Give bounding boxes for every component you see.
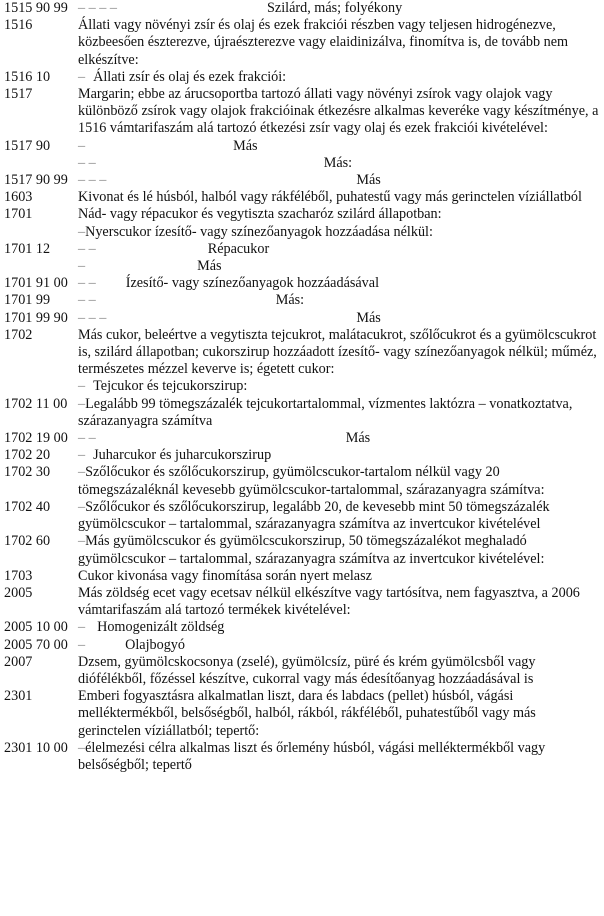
tariff-row [4, 292, 601, 309]
tariff-row [4, 310, 601, 327]
description-text: Olajbogyó [125, 636, 185, 653]
description-text: Szilárd, más; folyékony [267, 0, 403, 16]
tariff-description [78, 654, 601, 688]
description-text: Margarin; ebbe az árucsoportba tartozó állati vagy növényi zsírok vagy olajok vagy különböző zsírok vagy olajok frakcióinak étkezésre alkalmas keveréke vagy készítménye, a 1516 vámtarifaszám alá tartozó étkezési zsír vagy olaj és ezek frakciói kivételével: [78, 86, 599, 137]
description-text: Más [233, 137, 258, 154]
tariff-description [78, 310, 601, 327]
tariff-row [4, 740, 601, 774]
description-text: Állati vagy növényi zsír és olaj és ezek frakciói részben vagy teljesen hidrogénezve, közbeesően észterezve, újraészterezve vagy elaidinizálva, finomítva is, de tovább nem elkészítve: [78, 17, 569, 68]
tariff-row [4, 172, 601, 189]
tariff-row [4, 619, 601, 636]
description-text: Más: [323, 154, 353, 171]
tariff-description [78, 172, 601, 189]
tariff-row [4, 688, 601, 740]
tariff-code: 1702 40 [4, 498, 51, 515]
tariff-row [4, 637, 601, 654]
tariff-code: 2005 10 00 [4, 619, 68, 636]
level-dash: – [78, 137, 86, 154]
tariff-code: 1516 10 [4, 68, 51, 85]
tariff-row [4, 447, 601, 464]
level-dash: – [78, 464, 86, 481]
tariff-code: 1701 [4, 206, 33, 223]
tariff-code: 1703 [4, 567, 33, 584]
description-text: Más zöldség ecet vagy ecetsav nélkül elkészítve vagy tartósítva, nem fagyasztva, a 2006 vámtarifaszám alá tartozó termékek kivételével: [78, 584, 580, 619]
tariff-description [78, 275, 601, 292]
level-dash: – [78, 533, 86, 550]
tariff-code: 1702 30 [4, 464, 51, 481]
tariff-row [4, 206, 601, 223]
tariff-description [78, 396, 601, 430]
tariff-description [78, 224, 601, 241]
tariff-description [78, 241, 601, 258]
description-text: Más [345, 430, 371, 447]
tariff-code: 1517 90 99 [4, 172, 68, 189]
tariff-code: 1701 99 [4, 292, 51, 309]
tariff-code: 1701 91 00 [4, 275, 68, 292]
tariff-description [78, 0, 601, 17]
tariff-row [4, 585, 601, 619]
tariff-code: 2301 [4, 688, 33, 705]
level-dash: – [78, 447, 86, 464]
level-dash: – [78, 739, 86, 756]
tariff-row [4, 224, 601, 241]
tariff-code: 1702 19 00 [4, 430, 68, 447]
description-text: Más [356, 172, 381, 189]
level-dash: – [78, 378, 86, 395]
tariff-code: 1603 [4, 189, 33, 206]
tariff-code: 2301 10 00 [4, 739, 68, 756]
tariff-description [78, 447, 601, 464]
tariff-description [78, 740, 601, 774]
tariff-code: 1516 [4, 17, 33, 34]
tariff-row [4, 86, 601, 138]
tariff-code: 1517 90 [4, 137, 51, 154]
level-dash: – – [78, 154, 96, 171]
tariff-row [4, 568, 601, 585]
description-text: Nád- vagy répacukor és vegytiszta szacharóz szilárd állapotban: [78, 206, 442, 223]
tariff-row [4, 327, 601, 379]
tariff-description [78, 17, 601, 69]
description-text: Szőlőcukor és szőlőcukorszirup, gyümölcscukor-tartalom nélkül vagy 20 tömegszázaléknál kevesebb gyümölcscukor-tartalommal, szárazanyagra számítva: [78, 464, 545, 498]
description-text: Más [356, 309, 381, 326]
description-text: Emberi fogyasztásra alkalmatlan liszt, dara és labdacs (pellet) húsból, vágási melléktermékből, belsőségből, halból, rákból, rákféléből, puhatestűből vagy más gerinctelen víziállatból; tepertő: [78, 688, 536, 739]
tariff-code: 1517 [4, 86, 33, 103]
level-dash: – – [78, 240, 96, 257]
level-dash: – – – [78, 309, 107, 326]
tariff-description [78, 69, 601, 86]
tariff-description [78, 155, 601, 172]
tariff-row [4, 430, 601, 447]
tariff-code: 2007 [4, 653, 33, 670]
tariff-row [4, 241, 601, 258]
tariff-code: 1701 12 [4, 240, 51, 257]
description-text: Tejcukor és tejcukorszirup: [93, 378, 248, 395]
tariff-row [4, 138, 601, 155]
tariff-row [4, 275, 601, 292]
tariff-description [78, 189, 601, 206]
level-dash: – [78, 223, 86, 240]
level-dash: – – – – [78, 0, 118, 16]
tariff-description [78, 327, 601, 379]
description-text: Juharcukor és juharcukorszirup [93, 447, 272, 464]
description-text: Kivonat és lé húsból, halból vagy rákféléből, puhatestű vagy más gerinctelen víziállatból [78, 189, 582, 206]
tariff-description [78, 464, 601, 498]
level-dash: – [78, 395, 86, 412]
tariff-row [4, 17, 601, 69]
level-dash: – – [78, 430, 96, 447]
tariff-description [78, 430, 601, 447]
tariff-description [78, 688, 601, 740]
level-dash: – [78, 68, 86, 85]
tariff-code: 1702 60 [4, 533, 51, 550]
description-text: Más [197, 258, 222, 275]
tariff-description [78, 499, 601, 533]
tariff-code: 2005 [4, 584, 33, 601]
tariff-description [78, 292, 601, 309]
tariff-row [4, 155, 601, 172]
level-dash: – [78, 498, 86, 515]
level-dash: – – [78, 292, 96, 309]
tariff-row [4, 654, 601, 688]
tariff-code: 1702 11 00 [4, 395, 68, 412]
tariff-row [4, 464, 601, 498]
description-text: Más cukor, beleértve a vegytiszta tejcukrot, malátacukrot, szőlőcukrot és a gyümölcscukrot is, szilárd állapotban; cukorszirup hozzáadott ízesítő- vagy színezőanyagok nélkül; műméz, természetes mézzel keverve is; égetett cukor: [78, 326, 597, 378]
tariff-description [78, 86, 601, 138]
tariff-description [78, 533, 601, 567]
tariff-row [4, 0, 601, 17]
tariff-description [78, 568, 601, 585]
description-text: élelmezési célra alkalmas liszt és őrlemény húsból, vágási melléktermékből vagy belsőségből; tepertő [78, 739, 546, 773]
description-text: Nyerscukor ízesítő- vagy színezőanyagok hozzáadása nélkül: [85, 223, 433, 240]
tariff-description [78, 619, 601, 636]
tariff-row [4, 499, 601, 533]
level-dash: – [78, 619, 86, 636]
level-dash: – – – [78, 172, 107, 189]
description-text: Répacukor [207, 240, 270, 257]
tariff-code: 1515 90 99 [4, 0, 68, 16]
tariff-description [78, 637, 601, 654]
tariff-row [4, 378, 601, 395]
tariff-row [4, 533, 601, 567]
description-text: Más gyümölcscukor és gyümölcscukorszirup, 50 tömegszázalékot meghaladó gyümölcscukor – tartalommal, szárazanyagra számítva az invertcukor kivételével: [78, 533, 545, 567]
description-text: Állati zsír és olaj és ezek frakciói: [93, 68, 287, 85]
tariff-code: 1702 20 [4, 447, 51, 464]
tariff-code: 1702 [4, 326, 33, 343]
description-text: Cukor kivonása vagy finomítása során nyert melasz [78, 567, 372, 584]
level-dash: – [78, 636, 86, 653]
description-text: Más: [275, 292, 305, 309]
tariff-description [78, 378, 601, 395]
tariff-code: 1701 99 90 [4, 309, 68, 326]
tariff-description [78, 258, 601, 275]
level-dash: – [78, 258, 86, 275]
description-text: Dzsem, gyümölcskocsonya (zselé), gyümölcsíz, püré és krém gyümölcsből vagy diófélékből, főzéssel készítve, cukorral vagy más édesítőanyag hozzáadásával is [78, 653, 536, 687]
tariff-code: 2005 70 00 [4, 636, 68, 653]
level-dash: – – [78, 275, 96, 292]
tariff-row [4, 69, 601, 86]
tariff-row [4, 396, 601, 430]
description-text: Legalább 99 tömegszázalék tejcukortartalommal, vízmentes laktózra – vonatkoztatva, szárazanyagra számítva [78, 395, 573, 429]
description-text: Homogenizált zöldség [97, 619, 225, 636]
tariff-description [78, 138, 601, 155]
tariff-description [78, 585, 601, 619]
description-text: Szőlőcukor és szőlőcukorszirup, legalább 20, de kevesebb mint 50 tömegszázalék gyümölcscukor – tartalommal, szárazanyagra számítva az invertcukor kivételével [78, 498, 550, 533]
description-text: Ízesítő- vagy színezőanyagok hozzáadásával [125, 275, 380, 292]
tariff-row [4, 189, 601, 206]
tariff-description [78, 206, 601, 223]
tariff-row [4, 258, 601, 275]
